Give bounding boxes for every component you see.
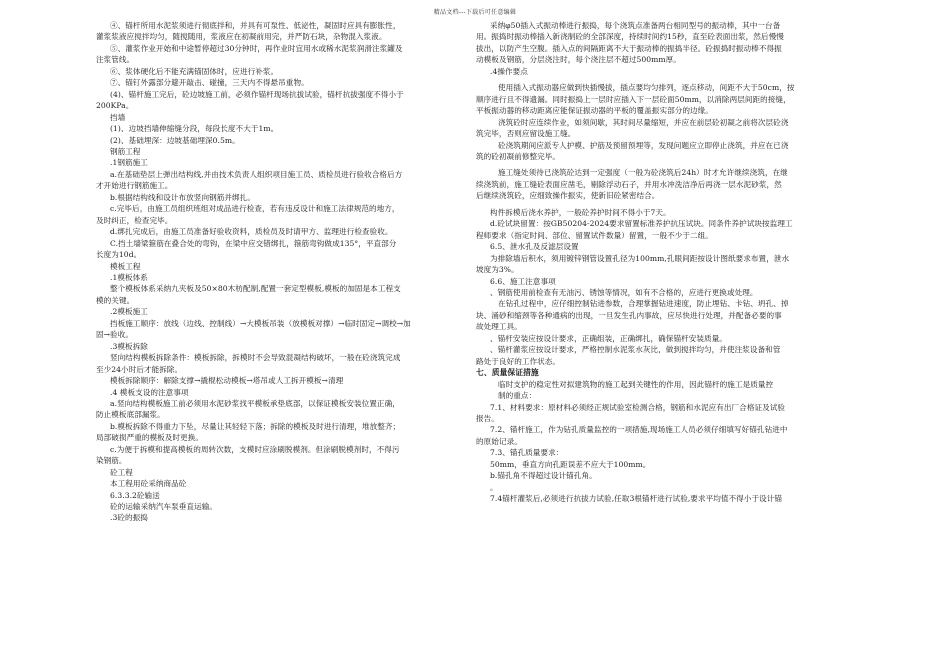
left-text-line: 挡板施工顺序：放线（边线、控制线）→大模板吊装（放模板对撑）→临时固定→调校→加: [110, 318, 411, 328]
left-text-line: b.根据结构线和设计布放竖向钢筋并绑扎。: [110, 192, 255, 202]
left-text-line: C.挡土墙梁箍筋在叠合处的弯钩，在梁中应交错绑扎，箍筋弯钩做成135°，平直部分: [110, 238, 397, 248]
left-text-line: 至少24小时后才能拆除。: [96, 364, 183, 374]
right-text-line: 七、质量保证措施: [476, 368, 539, 378]
right-text-line: 报告。: [476, 413, 499, 423]
left-text-line: 钢筋工程: [110, 146, 141, 156]
right-text-line: 7.1、材料要求：原材料必须经正规试验室检测合格，钢筋和水泥应有出厂合格证及试验: [490, 402, 786, 412]
right-text-line: 坡度为3%。: [476, 265, 519, 275]
left-text-line: 竖向结构模板拆除条件：模板拆除，拆模时不会导致混凝结构破坏，一般在砼浇筑完成: [110, 353, 401, 363]
right-text-line: 、锚杆灌浆应按设计要求，严格控制水泥浆水灰比，做到搅拌均匀，并使注浆设备和管: [490, 345, 781, 355]
right-text-line: 采纳φ50插入式振动棒进行振捣，每个浇筑点准备两台相同型号的振动棒，其中一台备: [490, 21, 781, 30]
left-text-line: ⑥、浆体硬化后不能充满锚固体时，应进行补浆。: [110, 66, 279, 76]
right-text-line: 、钢筋使用前检查有无油污、锈蚀等情况，如有不合格的，应进行更换或处理。: [490, 287, 758, 297]
left-text-line: 长度为10d。: [96, 250, 142, 260]
left-text-line: 防止模板底部漏浆。: [96, 410, 165, 420]
right-text-line: 平板振动器的移动距离应能保证振动器的平板的覆盖振实部分的边缘。: [476, 106, 713, 116]
left-column: [96, 20, 464, 665]
left-text-line: 砼工程: [110, 467, 133, 477]
right-text-line: 使用插入式振动器应做到快插慢拔，插点要均匀排列，逐点移动，间距不大于50cm，按: [498, 83, 795, 93]
right-text-line: 动模板及钢筋，分层浇注时，每个浇注层不超过500mm厚。: [476, 55, 681, 65]
left-text-line: d.绑扎完成后，由施工员准备好验收资料，质检员及时请甲方、监理进行检查验收。: [110, 227, 393, 237]
right-text-line: 临时支护的稳定性对拟建筑物的施工起到关键性的作用，因此锚杆的施工是质量控: [498, 379, 774, 389]
left-text-line: .1模板体系: [110, 272, 148, 282]
right-text-line: 7.2、锚杆施工，作为钻孔质量监控的一项措施,现场施工人员必须仔细填写好锚孔钻进中: [490, 425, 788, 435]
left-text-line: 才开始进行钢筋施工。: [96, 181, 173, 191]
right-text-line: 施工缝处须待已浇筑砼达到一定强度（一般为砼浇筑后24h）时才允许继续浇筑，在继: [498, 168, 788, 178]
right-text-line: 构件拆模后浇水养护，一般砼养护时间不得小于7天。: [490, 207, 671, 217]
right-text-line: 6.5、泄水孔及反滤层设置: [490, 242, 579, 252]
left-text-line: 灌浆浆液应搅拌均匀，随搅随用，浆液应在初凝前用完，并严防石块，杂物混入浆液。: [96, 32, 387, 42]
right-text-line: 筑的砼初凝前修整完毕。: [476, 151, 561, 161]
right-text-line: 块、涌砂和缩颈等各种通病的出现，一旦发生孔内事故，应尽快进行处理，并配备必要的事: [476, 310, 782, 320]
right-text-line: 7.4锚杆灌浆后,必须进行抗拔力试验,任取3根锚杆进行试验,要求平均值不得小于设计锚: [490, 494, 783, 504]
left-text-line: .1钢筋施工: [110, 158, 148, 168]
left-text-line: 砼的运输采纳汽车泵垂直运输。: [110, 502, 218, 512]
right-text-line: 50mm，垂直方向孔距误差不应大于100mm。: [490, 459, 651, 469]
right-text-line: 筑完毕，否则应留设施工缝。: [476, 129, 576, 139]
page-header: 精品文档---下载后可任意编辑: [433, 9, 517, 16]
left-text-line: b.模板拆除不得重力下坠，尽量让其轻轻下落；拆除的模板及时进行清理，堆放整齐；: [110, 421, 401, 431]
right-text-line: 砼浇筑期间应派专人护模、护筋及预留预埋等，发现问题应立即停止浇筑，并应在已浇: [498, 140, 789, 150]
right-text-line: 拔出，以防产生空腹。插入点的间隔距离不大于振动棒的振捣半径。砼振捣时振动棒不得振: [476, 43, 782, 53]
right-text-line: 故处理工具。: [476, 322, 522, 332]
left-text-line: 局部破损严重的模板及时更换。: [96, 433, 204, 443]
right-text-line: 。: [490, 482, 498, 492]
left-text-line: (4)、锚杆施工完后，砼边坡施工前，必须作锚杆现场抗拔试验，锚杆抗拔强度不得小于: [110, 89, 404, 99]
left-text-line: 模板工程: [110, 261, 141, 271]
right-text-line: b.锚孔角不得超过设计锚孔角。: [490, 471, 597, 481]
right-text-line: 7.3、锚孔质量要求：: [490, 448, 564, 458]
right-text-line: .4操作要点: [490, 66, 528, 76]
left-text-line: 整个模板体系采纳九夹板及50×80木枋配制,配置一套定型模板,模板的加固是本工程支: [110, 284, 401, 294]
left-text-line: 及时纠正，检查完毕。: [96, 215, 173, 225]
left-text-line: (1)、边坡挡墙伸缩缝分段，每段长度不大于1m。: [110, 124, 279, 134]
left-text-line: 模板拆除顺序：解除支撑→撬棍松动模板→塔吊或人工拆开模板→清理: [110, 376, 344, 386]
left-text-line: .3砼的振捣: [110, 513, 148, 523]
right-text-line: 制的重点：: [498, 391, 537, 401]
left-text-line: 本工程用砼采纳商品砼: [110, 479, 187, 489]
left-text-line: ⑦、锚钉外露部分避开敲击、碰撞，三天内不得悬吊重物。: [110, 78, 309, 88]
right-text-line: 在钻孔过程中，应仔细控制钻进参数，合理掌握钻进速度，防止埋钻、卡钻、坍孔、掉: [498, 299, 789, 309]
right-text-line: 、锚杆安装应按设计要求，正确组装，正确绑扎，确保锚杆安装质量。: [490, 333, 727, 343]
left-text-line: c.完毕后，由施工员组织班组对成品进行检查，若有违反设计和施工法律规范的地方，: [110, 204, 400, 214]
left-text-line: ④、锚杆所用水泥浆须进行彻底拌和，并具有可泵性、低泌性，凝固时应具有膨胀性，: [110, 21, 401, 30]
left-text-line: (2)、基础埋深：边坡基础埋深0.5m。: [110, 135, 240, 145]
right-text-line: d.砼试块留置：按GB50204-2024要求留置标准养护抗压试块。同条件养护试块按监理工: [490, 219, 793, 229]
left-text-line: c.为便于拆模和提高模板的周转次数，支模时应涂刷脱模剂。但涂刷脱模剂时，不得污: [110, 444, 400, 454]
right-text-line: 续浇筑前，施工缝砼表面应凿毛，剔除浮动石子，并用水冲洗洁净后再浇一层水泥砂浆，然: [476, 179, 782, 189]
right-text-line: 为排除墙后积水，须用镀锌钢管设置孔径为100mm,孔眼间距按设计图纸要求布置，泄水: [490, 253, 790, 263]
left-text-line: a.在基础垫层上弹出结构线,并由技术负责人组织项目施工员、质检员进行验收合格后方: [110, 169, 403, 179]
left-text-line: 染钢筋。: [96, 456, 127, 466]
left-text-line: ⑤、灌浆作业开始和中途暂停超过30分钟时，再作业时宜用水或稀水泥浆润滑注浆罐及: [110, 43, 403, 53]
left-text-line: 挡墙: [110, 112, 126, 122]
left-text-line: 200KPa。: [96, 101, 134, 111]
left-text-line: .2模板施工: [110, 307, 148, 317]
left-text-line: 注浆管线。: [96, 55, 135, 65]
left-text-line: 6.3.3.2砼输送: [110, 490, 160, 500]
right-text-line: 用。振捣时振动棒插入新浇制砼的全部深度，持续时间约15秒，直至砼表面出浆，然后慢慢: [476, 32, 784, 42]
right-text-line: 程师要求（指定时间、部位、留置试件数量）留置，一般不少于二组。: [476, 230, 713, 240]
right-text-line: 后继续浇筑砼，应细致操作振实，使新旧砼紧密结合。: [476, 191, 660, 201]
left-text-line: a.竖向结构模板施工前必须用水泥砂浆找平模板承垫底部，以保证模板安装位置正确，: [110, 398, 400, 408]
left-text-line: 固→验收。: [96, 330, 133, 340]
right-text-line: 顺序进行且不得遗漏。同时振捣上一层时应插入下一层砼面50mm，以消除两层间距的接缝，: [476, 94, 791, 104]
right-text-line: 6.6、施工注意事项: [490, 276, 556, 286]
left-text-line: .4 模板支设的注意事项: [110, 387, 189, 397]
left-text-line: 模的关键。: [96, 295, 135, 305]
left-text-line: .3模板拆除: [110, 341, 148, 351]
right-text-line: 路处于良好的工作状态。: [476, 356, 561, 366]
right-column: [476, 20, 872, 665]
right-text-line: 浇筑砼时应连续作业，如须间歇，其时间尽量缩短，并应在前层砼初凝之前将次层砼浇: [498, 117, 789, 127]
right-text-line: 的原始记录。: [476, 436, 522, 446]
